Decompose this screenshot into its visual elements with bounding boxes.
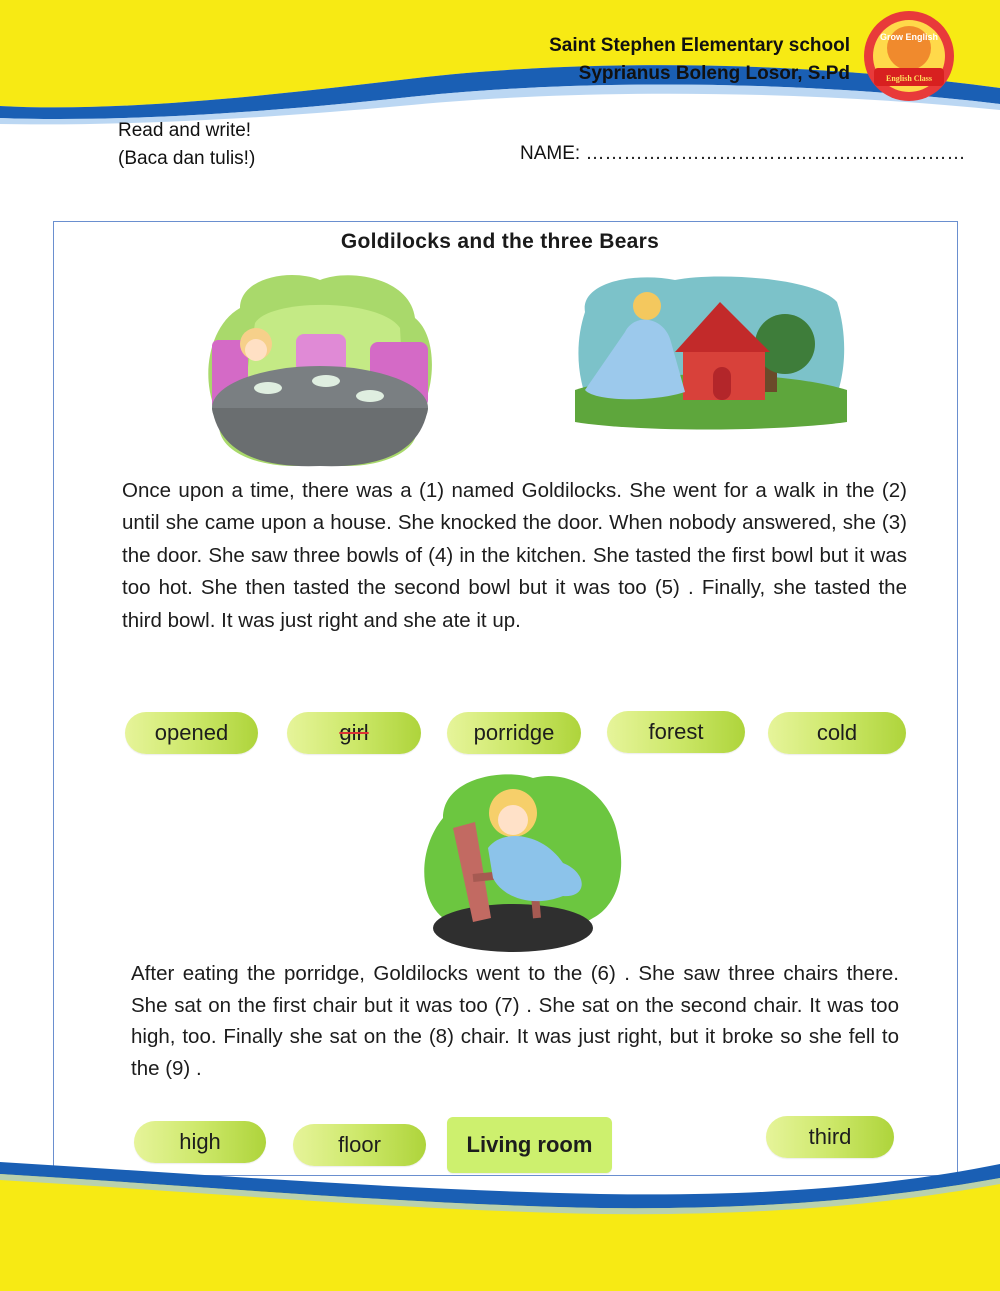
logo-top-text: Grow English <box>879 32 939 42</box>
teacher-name: Syprianus Boleng Losor, S.Pd <box>578 63 850 84</box>
illustration-girl-at-table <box>200 268 440 473</box>
word-opened[interactable]: opened <box>125 712 258 754</box>
story-title: Goldilocks and the three Bears <box>340 230 660 253</box>
word-porridge[interactable]: porridge <box>447 712 581 754</box>
word-cold[interactable]: cold <box>768 712 906 754</box>
logo-bottom-text: English Class <box>885 74 933 83</box>
school-name: Saint Stephen Elementary school <box>549 35 850 56</box>
word-floor[interactable]: floor <box>293 1124 426 1166</box>
word-girl[interactable]: girl <box>287 712 421 754</box>
word-living-room[interactable]: Living room <box>447 1117 612 1173</box>
word-forest[interactable]: forest <box>607 711 745 753</box>
story-paragraph-2: After eating the porridge, Goldilocks went to the (6) . She saw three chairs there. She sat on the first chair but it was too (7) . She sat on the second chair. It was too high, too. Finally she sat on the (8) chair. It was just right, but it broke so she fell to the (9) . <box>131 962 900 1080</box>
instruction-en: Read and write! <box>118 120 252 141</box>
illustration-girl-falling <box>413 768 623 958</box>
word-third[interactable]: third <box>766 1116 894 1158</box>
header-band <box>0 0 1000 125</box>
instruction-id: (Baca dan tulis!) <box>118 148 256 169</box>
school-logo <box>860 10 958 105</box>
name-field[interactable]: NAME: …………………………………………………… <box>520 143 966 164</box>
story-paragraph-1: Once upon a time, there was a (1) named Goldilocks. She went for a walk in the (2) until she came upon a house. She knocked the door. When nobody answered, she (3) the door. She saw three bowls of (4) in the kitchen. She tasted the first bowl but it was too hot. She then tasted the second bowl but it was too (5) . Finally, she tasted the third bowl. It was just right and she ate it up. <box>122 479 907 632</box>
illustration-girl-at-house <box>575 272 847 430</box>
footer-band <box>0 1150 1000 1291</box>
word-high[interactable]: high <box>134 1121 266 1163</box>
